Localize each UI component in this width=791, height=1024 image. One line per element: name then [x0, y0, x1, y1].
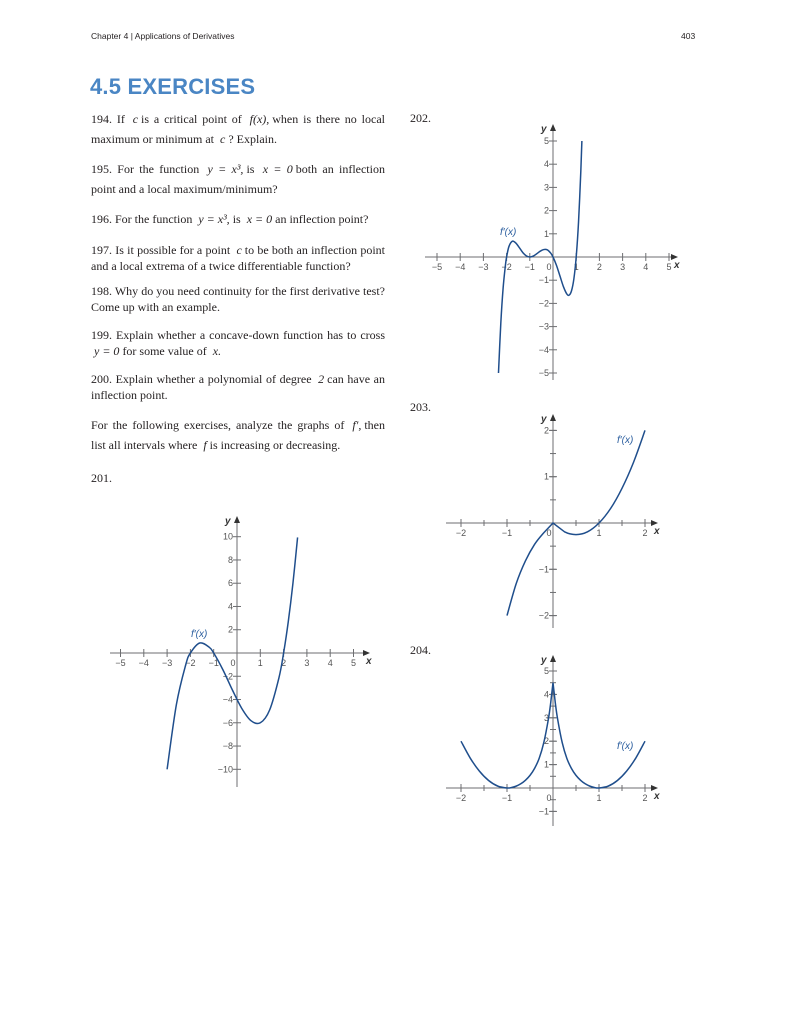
x-tick-label: 2 [281, 658, 287, 668]
y-tick-label: 6 [227, 578, 233, 589]
x-tick-label: 5 [350, 658, 357, 668]
y-tick-label: 3 [543, 712, 549, 723]
x-tick-label: −3 [161, 658, 173, 668]
x-tick-label: −4 [138, 658, 149, 668]
y-axis-arrow-icon [550, 124, 556, 131]
x-axis-label: x [366, 656, 372, 667]
y-axis-arrow-icon [234, 516, 240, 523]
y-axis-label: y [541, 655, 547, 666]
exercise-202-number: 202. [410, 111, 431, 125]
x-axis-label: x [654, 526, 660, 537]
x-tick-label: 5 [666, 262, 672, 272]
y-tick-label: −5 [538, 368, 549, 378]
y-tick-label: −2 [538, 298, 549, 309]
x-axis-label: x [654, 791, 660, 802]
y-tick-label: 8 [227, 554, 233, 565]
y-tick-label: −1 [538, 806, 549, 817]
x-tick-label: −2 [501, 262, 512, 272]
y-tick-label: −2 [222, 671, 233, 682]
math-expression: f′, [352, 418, 362, 432]
y-tick-label: −6 [222, 717, 233, 728]
graph-204 [446, 655, 660, 826]
x-tick-label: −1 [208, 658, 219, 668]
math-expression: y = 0 [94, 344, 120, 358]
exercise-203-number: 203. [410, 400, 431, 414]
x-tick-label: 1 [596, 793, 602, 803]
function-label: f′(x) [617, 741, 634, 752]
x-tick-label: −1 [501, 528, 513, 538]
y-tick-label: −1 [538, 275, 549, 286]
x-tick-label: −4 [455, 262, 466, 272]
y-tick-label: −3 [538, 321, 549, 332]
y-tick-label: 2 [543, 736, 549, 747]
exercise-text: for some value of [122, 344, 210, 358]
math-expression: y = x³, [198, 212, 230, 226]
x-tick-label: −3 [478, 262, 489, 272]
section-title: 4.5 EXERCISES [90, 74, 256, 99]
x-tick-label: −1 [501, 793, 513, 803]
x-tick-label: 0 [546, 528, 552, 538]
exercise-text: For the following exercises, analyze the graphs of [91, 418, 350, 432]
y-tick-label: 4 [543, 159, 549, 170]
exercise-text: 195. For the function [91, 162, 205, 176]
math-expression: f(x), [249, 112, 270, 126]
x-tick-label: 2 [642, 793, 648, 803]
math-expression: x = 0 [262, 162, 293, 176]
graph-203 [446, 414, 660, 628]
y-tick-label: 4 [227, 601, 233, 612]
exercise-text: an inflection point? [275, 212, 369, 226]
exercise-text: when is there no local maximum or minimum at [91, 112, 385, 146]
y-tick-label: −10 [217, 764, 233, 775]
math-expression: y = x³, [207, 162, 244, 176]
exercise-text: 200. Explain whether a polynomial of degree [91, 372, 316, 386]
y-tick-label: 1 [543, 759, 549, 770]
y-tick-label: 5 [543, 136, 549, 146]
page-number: 403 [681, 31, 696, 41]
math-expression: x. [212, 344, 222, 358]
y-tick-label: −4 [538, 344, 549, 355]
x-tick-label: −2 [185, 658, 196, 668]
y-tick-label: 10 [222, 531, 233, 542]
y-tick-label: 2 [227, 624, 233, 635]
x-tick-label: −5 [115, 658, 126, 668]
y-tick-label: −4 [222, 694, 233, 705]
exercise-text: is increasing or decreasing. [209, 438, 341, 452]
graph-201 [110, 516, 372, 787]
x-tick-label: 0 [546, 793, 552, 803]
x-tick-label: 1 [573, 262, 579, 272]
math-expression: f [203, 438, 207, 452]
function-label: f′(x) [191, 629, 208, 640]
x-tick-label: −1 [524, 262, 535, 272]
exercise-text: to be both an inflection point and a local extrema of a twice differentiable function? [91, 243, 386, 273]
exercise-201-number: 201. [91, 471, 112, 485]
function-label: f′(x) [500, 227, 517, 238]
math-expression: c [132, 112, 139, 126]
x-tick-label: 1 [257, 658, 263, 668]
y-tick-label: 2 [543, 425, 549, 436]
y-tick-label: 4 [543, 689, 549, 700]
exercise-text: 196. For the function [91, 212, 196, 226]
graph-202 [425, 124, 680, 380]
exercise-204-number: 204. [410, 643, 431, 657]
exercise-text: then list all intervals where [91, 418, 385, 452]
exercise-text: 199. Explain whether a concave-down function has to cross [91, 328, 385, 342]
x-tick-label: 4 [643, 262, 649, 272]
y-tick-label: −2 [538, 610, 549, 621]
y-tick-label: −8 [222, 741, 233, 752]
y-tick-label: 1 [543, 228, 549, 239]
exercise-text: 197. Is it possible for a point [91, 243, 234, 257]
exercise-text: is [246, 162, 260, 176]
x-tick-label: −5 [431, 262, 443, 272]
exercise-text: is a critical point of [141, 112, 247, 126]
chapter-header: Chapter 4 | Applications of Derivatives [91, 31, 235, 41]
x-tick-label: −2 [455, 793, 467, 803]
x-tick-label: 4 [327, 658, 333, 668]
exercise-text: 194. If [91, 112, 130, 126]
y-tick-label: −1 [538, 564, 549, 575]
exercise-text: ? Explain. [228, 132, 277, 146]
x-tick-label: 3 [304, 658, 310, 668]
exercise-text: is [232, 212, 244, 226]
y-tick-label: 1 [543, 471, 549, 482]
y-axis-arrow-icon [550, 414, 556, 421]
x-axis-label: x [674, 260, 680, 271]
function-label: f′(x) [617, 435, 634, 446]
y-tick-label: 5 [543, 666, 549, 676]
math-expression: c [236, 243, 242, 257]
x-tick-label: 3 [620, 262, 626, 272]
x-tick-label: 2 [642, 528, 648, 538]
y-tick-label: 3 [543, 182, 549, 193]
y-axis-arrow-icon [550, 655, 556, 662]
y-axis-label: y [541, 124, 547, 135]
y-axis-label: y [225, 516, 231, 527]
x-tick-label: 1 [596, 528, 602, 538]
x-tick-label: 0 [546, 262, 552, 272]
math-expression: x = 0 [246, 212, 273, 226]
exercise-text: can have an inflection point. [91, 372, 385, 402]
exercise-text: both an inflection point and a local maximum/minimum? [91, 162, 385, 196]
x-tick-label: −2 [455, 528, 467, 538]
math-expression: 2 [318, 372, 325, 386]
x-tick-label: 0 [230, 658, 236, 668]
math-expression: c [220, 132, 226, 146]
y-axis-label: y [541, 414, 547, 425]
exercise-text: 198. Why do you need continuity for the first derivative test? Come up with an example. [91, 284, 385, 314]
x-tick-label: 2 [596, 262, 602, 272]
y-tick-label: 2 [543, 205, 549, 216]
